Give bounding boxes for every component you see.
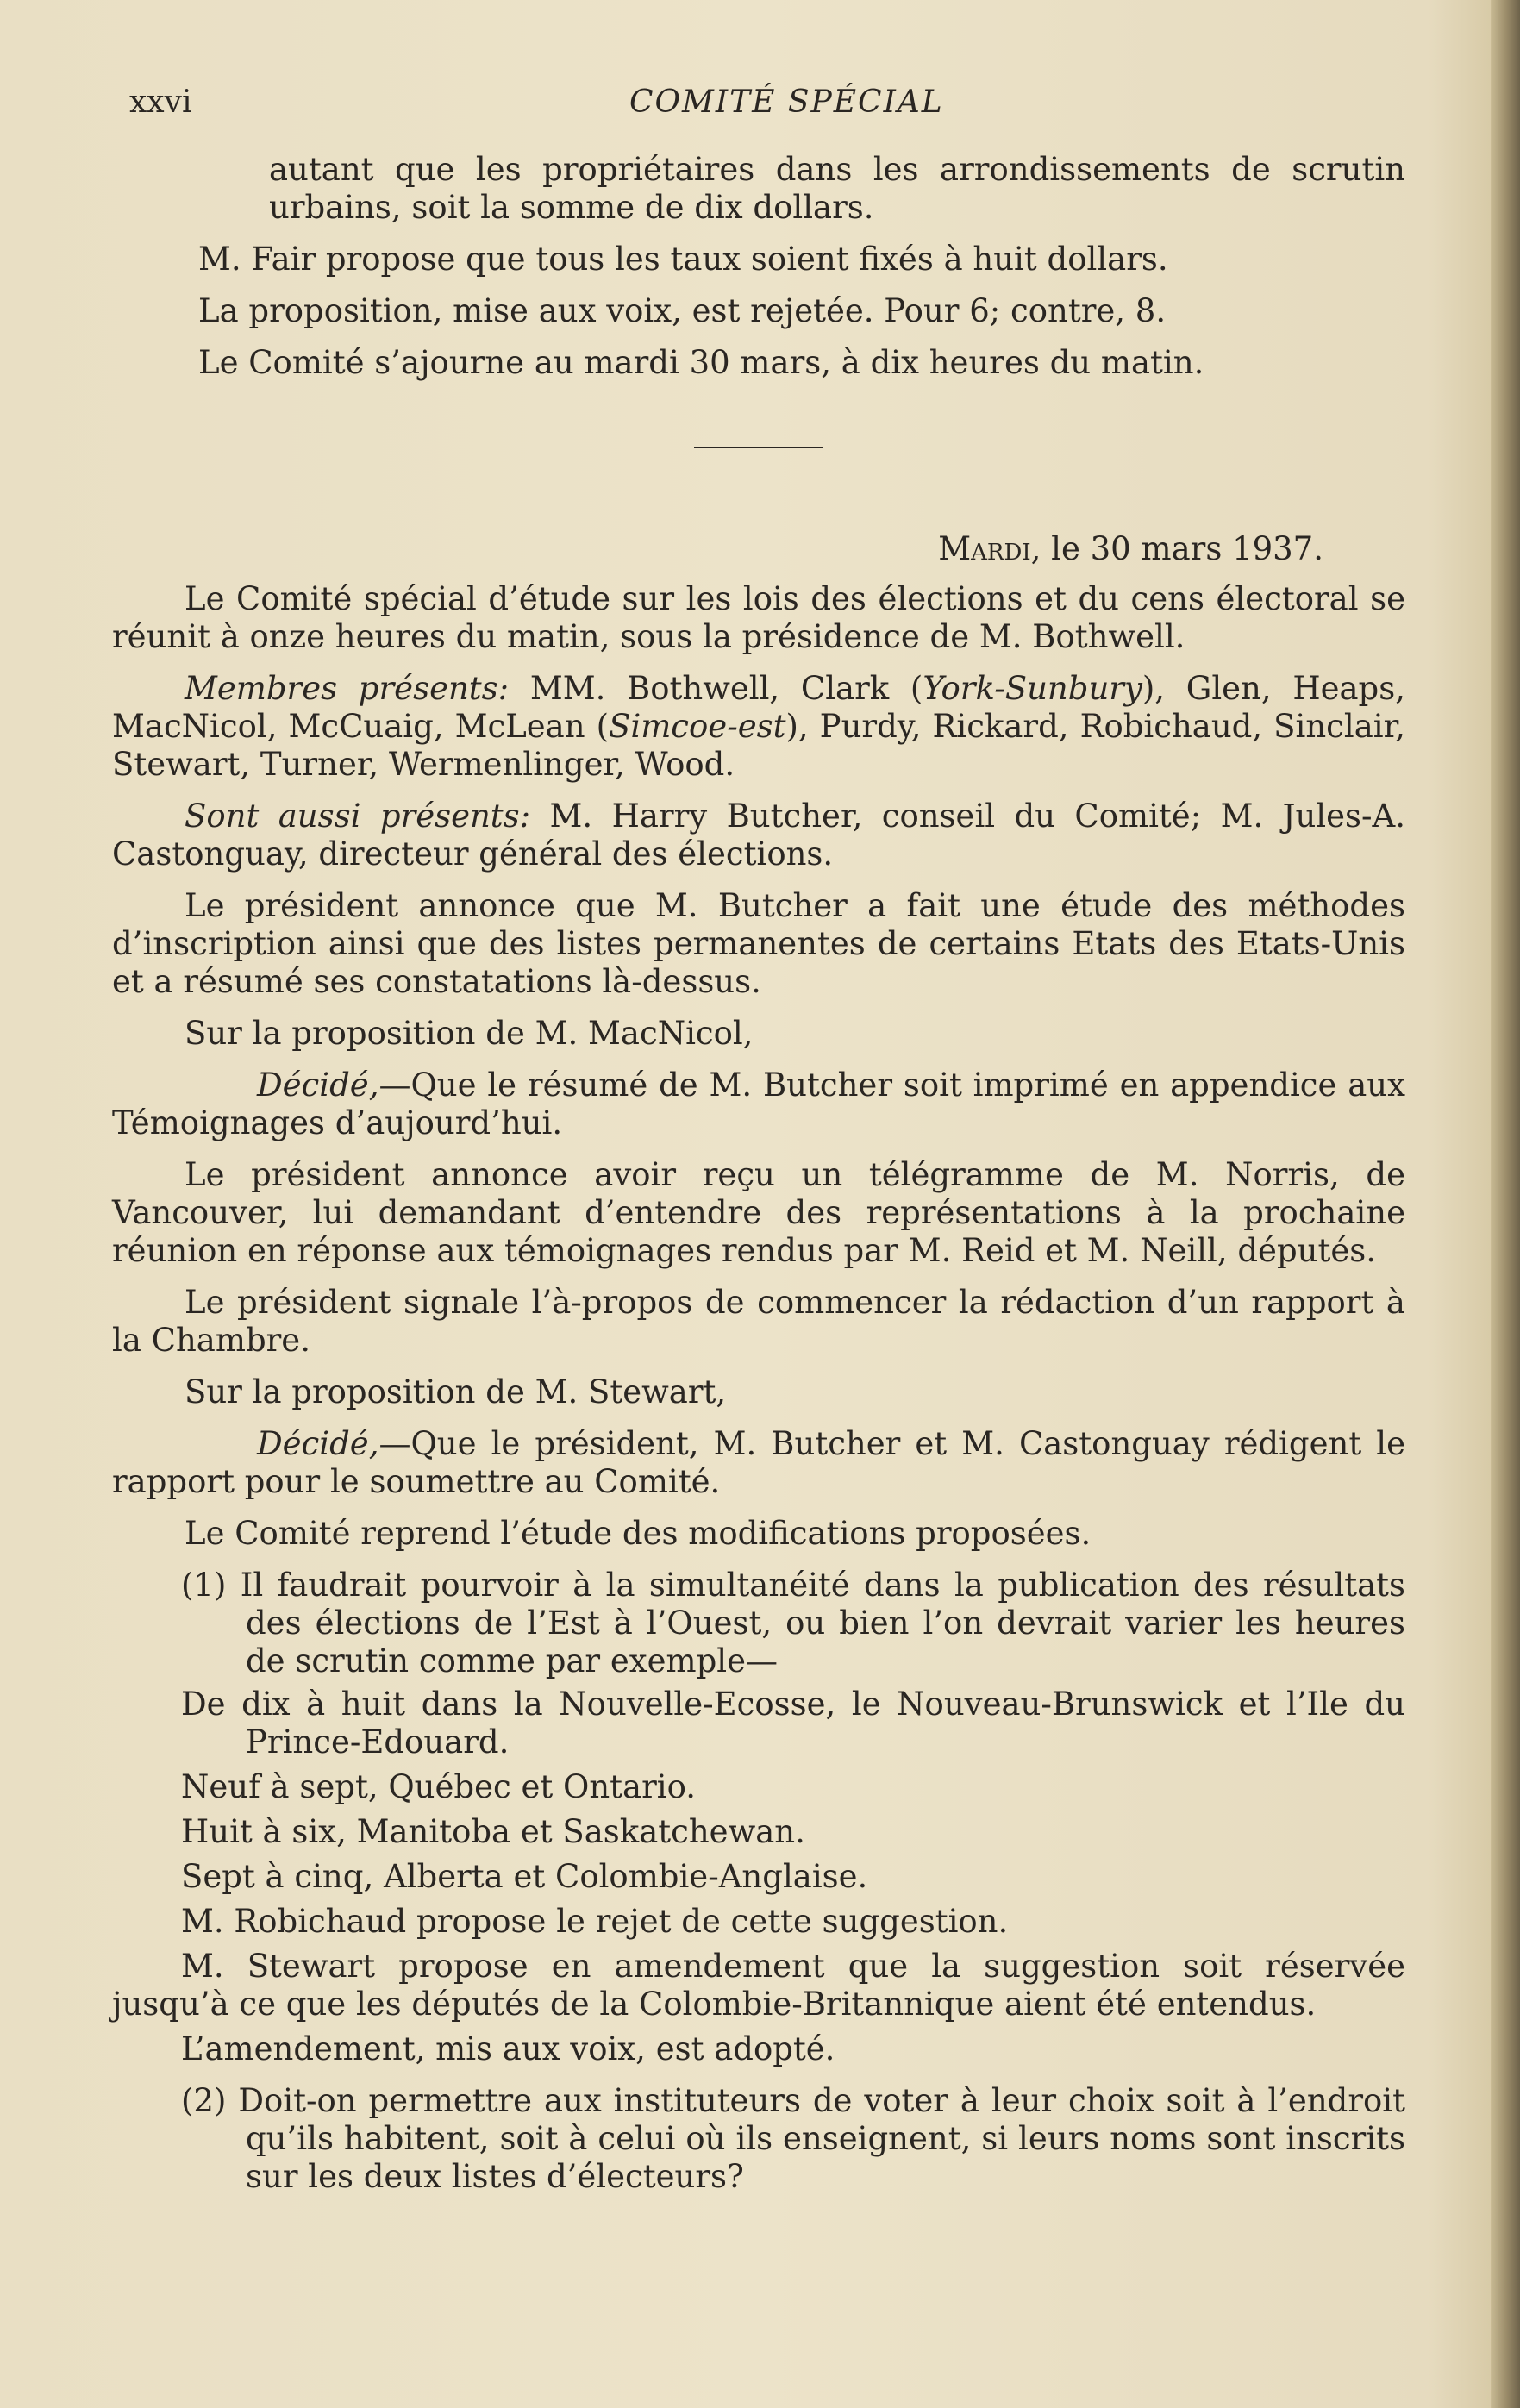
paragraph: autant que les propriétaires dans les arrondissements de scrutin urbains, soit la somme de dix dollars. xyxy=(269,151,1405,226)
resolution-text: —Que le résumé de M. Butcher soit imprimé en appendice aux Témoignages d’aujourd’hui. xyxy=(112,1066,1405,1141)
riding-name: Simcoe-est xyxy=(609,708,786,745)
resolution-label: Décidé, xyxy=(257,1425,379,1462)
page-header xyxy=(129,84,1423,128)
paragraph: Le président annonce avoir reçu un télégramme de M. Norris, de Vancouver, lui demandant d’entendre des représentations à la prochaine réunion en réponse aux témoignages rendus par M. Reid et M. Neill, députés. xyxy=(112,1156,1405,1269)
list-item: Sept à cinq, Alberta et Colombie-Anglaise. xyxy=(181,1858,868,1895)
date-day: Mardi, xyxy=(938,530,1041,567)
paragraph: Le président signale l’à-propos de commencer la rédaction d’un rapport à la Chambre. xyxy=(112,1284,1405,1359)
paragraph: Le Comité reprend l’étude des modifications proposées. xyxy=(185,1515,1092,1552)
list-item: L’amendement, mis aux voix, est adopté. xyxy=(181,2030,835,2067)
members-text: MM. Bothwell, Clark ( xyxy=(509,670,923,707)
page-edge xyxy=(1491,0,1520,2408)
also-present-label: Sont aussi présents: xyxy=(185,797,531,835)
meeting-date xyxy=(112,530,1405,568)
resolution xyxy=(112,1425,1405,1501)
list-item: De dix à huit dans la Nouvelle-Ecosse, le Nouveau-Brunswick et l’Ile du Prince-Edouard. xyxy=(181,1686,1405,1761)
members-text: ), Purdy, Rickard, Robichaud, Sinclair, Stewart, Turner, Wermenlinger, Wood. xyxy=(112,708,1405,783)
date-text: le 30 mars 1937. xyxy=(1041,530,1323,567)
paragraph: La proposition, mise aux voix, est rejetée. Pour 6; contre, 8. xyxy=(198,292,1167,329)
list-item: Neuf à sept, Québec et Ontario. xyxy=(181,1768,696,1805)
list-item: M. Stewart propose en amendement que la suggestion soit réservée jusqu’à ce que les députés de la Colombie-Britannique aient été entendus. xyxy=(112,1948,1405,2023)
resolution xyxy=(112,1066,1405,1142)
members-present xyxy=(112,670,1405,784)
list-item: M. Robichaud propose le rejet de cette suggestion. xyxy=(181,1903,1009,1940)
paragraph: Sur la proposition de M. MacNicol, xyxy=(185,1015,754,1052)
riding-name: York-Sunbury xyxy=(923,670,1142,707)
members-text: ), Glen, Heaps, MacNicol, McCuaig, McLean ( xyxy=(112,670,1405,745)
section-divider xyxy=(694,447,823,448)
page-body xyxy=(112,151,1405,2210)
paragraph: Le président annonce que M. Butcher a fait une étude des méthodes d’inscription ainsi que des listes permanentes de certains Etats des Etats-Unis et a résumé ses constatations là-dessus. xyxy=(112,887,1405,1000)
paragraph: Sur la proposition de M. Stewart, xyxy=(185,1373,727,1410)
paragraph: Le Comité spécial d’étude sur les lois des élections et du cens électoral se réunit à onze heures du matin, sous la présidence de M. Bothwell. xyxy=(112,580,1405,655)
paragraph: Le Comité s’ajourne au mardi 30 mars, à dix heures du matin. xyxy=(198,344,1204,381)
running-title: COMITÉ SPÉCIAL xyxy=(629,84,944,120)
list-item: Huit à six, Manitoba et Saskatchewan. xyxy=(181,1813,805,1850)
page-number: xxvi xyxy=(129,84,192,120)
members-label: Membres présents: xyxy=(185,670,510,707)
paragraph: M. Fair propose que tous les taux soient fixés à huit dollars. xyxy=(198,241,1168,278)
list-item: (2) Doit-on permettre aux instituteurs de voter à leur choix soit à l’endroit qu’ils habitent, soit à celui où ils enseignent, si leurs noms sont inscrits sur les deux listes d’électeurs? xyxy=(181,2082,1405,2195)
list-item: (1) Il faudrait pourvoir à la simultanéité dans la publication des résultats des élections de l’Est à l’Ouest, ou bien l’on devrait varier les heures de scrutin comme par exemple— xyxy=(181,1567,1405,1679)
resolution-label: Décidé, xyxy=(257,1066,379,1104)
also-present xyxy=(112,797,1405,873)
also-present-text: M. Harry Butcher, conseil du Comité; M. Jules-A. Castonguay, directeur général des élections. xyxy=(112,797,1405,873)
resolution-text: —Que le président, M. Butcher et M. Castonguay rédigent le rapport pour le soumettre au Comité. xyxy=(112,1425,1405,1500)
